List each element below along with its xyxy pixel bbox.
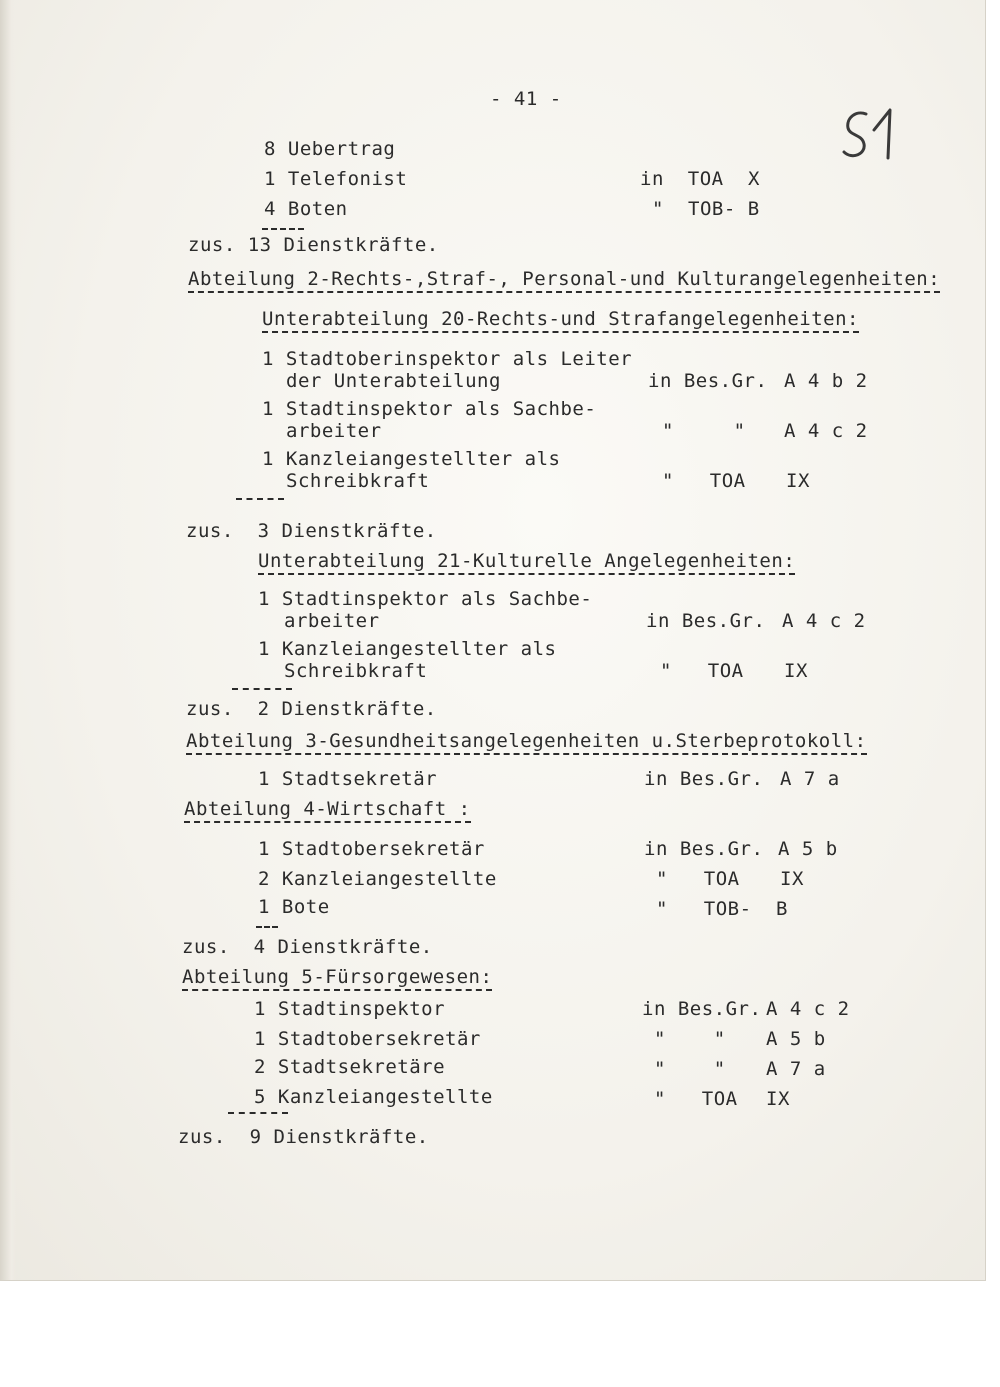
pay-group: " TOA [660, 660, 744, 682]
pay-group: " " [662, 420, 746, 442]
total-line: zus. 2 Dienstkräfte. [186, 698, 437, 720]
pay-grade: A 7 a [766, 1058, 826, 1080]
pay-group: " TOA [654, 1088, 738, 1110]
pay-grade: A 4 c 2 [784, 420, 868, 442]
subsection-heading: Unterabteilung 20-Rechts-und Strafangelegenheiten: [262, 308, 859, 333]
pay-group: " " [654, 1028, 726, 1050]
position-text: 2 Stadtsekretäre [254, 1056, 446, 1078]
pay-group: in Bes.Gr. [642, 998, 762, 1020]
sum-line [228, 1112, 288, 1114]
pay-grade: A 5 b [778, 838, 838, 860]
pay-group: in Bes.Gr. [646, 610, 766, 632]
position-text: 1 Stadtinspektor als Sachbe- [258, 588, 593, 610]
page-edge-shadow [0, 0, 16, 1280]
position-text: 1 Stadtobersekretär [258, 838, 485, 860]
sum-line [232, 688, 292, 690]
position-text: 2 Kanzleiangestellte [258, 868, 497, 890]
section-heading: Abteilung 2-Rechts-,Straf-, Personal-und Kulturangelegenheiten: [188, 268, 940, 293]
position-text: arbeiter [286, 420, 382, 442]
section-heading: Abteilung 4-Wirtschaft : [184, 798, 471, 823]
line-telefonist-pay-group: in TOA [640, 168, 724, 190]
line-boten-pay-group: TOB- B [688, 198, 760, 220]
pay-group: in Bes.Gr. [644, 768, 764, 790]
pay-group: in Bes.Gr. [644, 838, 764, 860]
position-text: Schreibkraft [286, 470, 430, 492]
position-text: 1 Bote [258, 896, 330, 918]
pay-grade: IX [766, 1088, 790, 1110]
pay-group: " TOA [662, 470, 746, 492]
pay-group: " TOA [656, 868, 740, 890]
pay-grade: IX [786, 470, 810, 492]
total-line: zus. 9 Dienstkräfte. [178, 1126, 429, 1148]
total-line: zus. 4 Dienstkräfte. [182, 936, 433, 958]
pay-grade: A 5 b [766, 1028, 826, 1050]
position-text: 1 Stadtinspektor [254, 998, 446, 1020]
position-text: 1 Stadtinspektor als Sachbe- [262, 398, 597, 420]
section-heading: Abteilung 3-Gesundheitsangelegenheiten u.Sterbeprotokoll: [186, 730, 867, 755]
pay-grade: A 4 b 2 [784, 370, 868, 392]
pay-group: " TOB- [656, 898, 752, 920]
total-line: zus. 3 Dienstkräfte. [186, 520, 437, 542]
position-text: 1 Kanzleiangestellter als [258, 638, 557, 660]
sum-line [256, 926, 278, 928]
line-boten: 4 Boten [264, 198, 348, 220]
pay-group: in Bes.Gr. [648, 370, 768, 392]
position-text: arbeiter [284, 610, 380, 632]
pay-group: " " [654, 1058, 726, 1080]
handwritten-page-number [838, 100, 908, 170]
sum-line [262, 228, 304, 230]
pay-grade: A 4 c 2 [782, 610, 866, 632]
pay-grade: B [776, 898, 788, 920]
line-boten-ditto: " [652, 198, 664, 220]
pay-grade: A 4 c 2 [766, 998, 850, 1020]
position-text: 1 Kanzleiangestellter als [262, 448, 561, 470]
position-text: 1 Stadtsekretär [258, 768, 438, 790]
line-telefonist: 1 Telefonist [264, 168, 408, 190]
scan-blank-area [768, 1282, 1000, 1387]
line-telefonist-pay-grade: X [748, 168, 760, 190]
position-text: 1 Stadtobersekretär [254, 1028, 481, 1050]
subsection-heading: Unterabteilung 21-Kulturelle Angelegenheiten: [258, 550, 795, 575]
position-text: 1 Stadtoberinspektor als Leiter [262, 348, 633, 370]
position-text: der Unterabteilung [286, 370, 501, 392]
pay-grade: A 7 a [780, 768, 840, 790]
section-heading: Abteilung 5-Fürsorgewesen: [182, 966, 492, 991]
total-line: zus. 13 Dienstkräfte. [188, 234, 439, 256]
page-number: - 41 - [490, 88, 562, 110]
pay-grade: IX [784, 660, 808, 682]
sum-line [236, 498, 284, 500]
position-text: 5 Kanzleiangestellte [254, 1086, 493, 1108]
pay-grade: IX [780, 868, 804, 890]
line-uebertrag: 8 Uebertrag [264, 138, 396, 160]
position-text: Schreibkraft [284, 660, 428, 682]
